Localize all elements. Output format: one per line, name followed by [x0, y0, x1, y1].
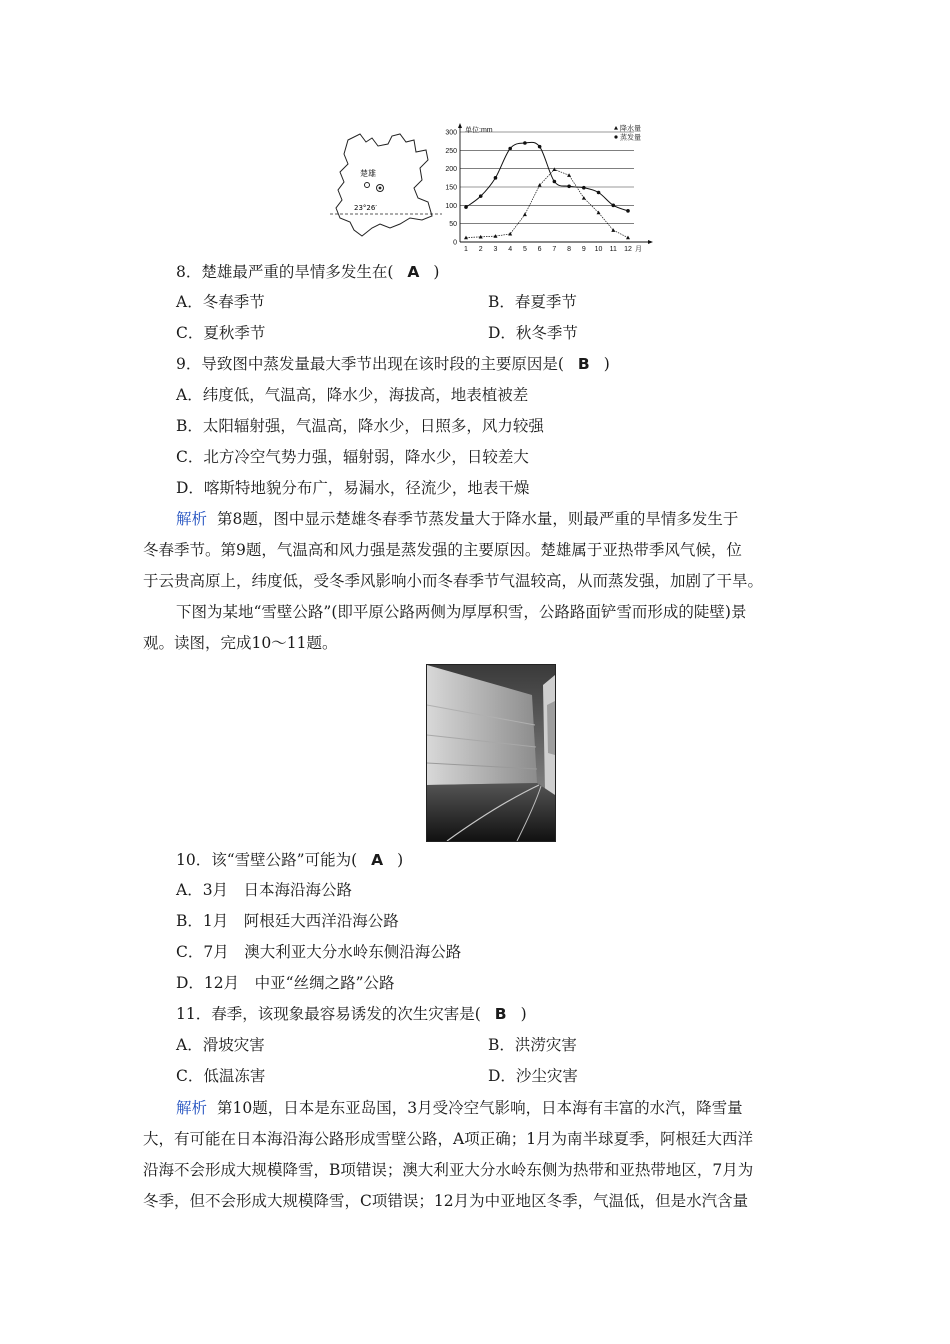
q11-option-a: A．滑坡灾害 [176, 1036, 265, 1054]
x-tick-label: 8 [567, 246, 572, 253]
evaporation-point [523, 141, 527, 145]
question-11 [176, 1004, 527, 1024]
y-tick-label: 150 [445, 184, 457, 192]
q8-option-d: D．秋冬季节 [488, 324, 578, 342]
y-tick-label: 300 [445, 129, 457, 137]
question-9-answer: B [577, 355, 590, 373]
y-tick-label: 250 [445, 147, 457, 155]
q11-option-b: B．洪涝灾害 [488, 1036, 577, 1054]
y-axis-arrow [458, 123, 462, 128]
x-tick-label: 7 [552, 246, 557, 253]
question-11-close: ) [520, 1005, 527, 1023]
question-9 [176, 354, 610, 374]
x-axis-unit: 月 [635, 246, 642, 253]
analysis-label: 解析 [176, 510, 208, 528]
q9-option-d: D．喀斯特地貌分布广，易漏水，径流少，地表干燥 [176, 479, 530, 497]
evaporation-point [597, 191, 601, 195]
question-11-answer: B [494, 1005, 507, 1023]
q10-option-a: A．3月 日本海沿海公路 [176, 881, 353, 899]
analysis-2-line-2: 大，有可能在日本海沿海公路形成雪壁公路，A项正确；1月为南半球夏季，阿根廷大西洋 [143, 1130, 754, 1148]
question-10-close: ) [397, 851, 404, 869]
climate-chart [438, 122, 660, 257]
evaporation-point [494, 176, 498, 180]
x-axis-arrow [648, 240, 653, 244]
x-tick-label: 4 [508, 246, 513, 253]
evaporation-point [553, 180, 557, 184]
y-tick-label: 50 [449, 221, 457, 229]
legend-triangle-icon [614, 126, 618, 130]
precipitation-point [597, 211, 601, 215]
x-tick-label: 11 [609, 246, 617, 253]
map-city-label: 楚雄 [360, 169, 376, 178]
q10-option-c: C．7月 澳大利亚大分水岭东侧沿海公路 [176, 943, 462, 961]
climate-figure [330, 122, 660, 257]
evaporation-point [479, 194, 483, 198]
question-8-close: ) [433, 263, 440, 281]
evaporation-point [626, 209, 630, 213]
yunnan-map [330, 128, 442, 248]
q11-option-d: D．沙尘灾害 [488, 1067, 578, 1085]
q8-option-a: A．冬春季节 [176, 293, 265, 311]
analysis-label: 解析 [176, 1099, 208, 1117]
x-tick-label: 6 [537, 246, 542, 253]
map-latitude-label: 23°26′ [354, 204, 377, 212]
precipitation-line [466, 169, 628, 237]
legend-label: 蒸发量 [620, 134, 641, 142]
q9-option-a: A．纬度低，气温高，降水少，海拔高，地表植被差 [176, 386, 529, 404]
question-10-answer: A [371, 851, 384, 869]
evaporation-point [582, 186, 586, 190]
y-axis-label: 单位:mm [465, 127, 493, 134]
question-8-answer: A [407, 263, 420, 281]
precipitation-point [523, 213, 527, 217]
question-9-text: 9．导致图中蒸发量最大季节出现在该时段的主要原因是( [176, 355, 564, 373]
analysis-1-line-1: 第8题，图中显示楚雄冬春季节蒸发量大于降水量，则最严重的旱情多发生于 [217, 510, 739, 528]
x-tick-label: 9 [581, 246, 586, 253]
question-8 [176, 262, 439, 282]
y-tick-label: 100 [445, 202, 457, 210]
x-tick-label: 12 [624, 246, 632, 253]
precipitation-point [626, 236, 630, 240]
question-11-text: 11．春季，该现象最容易诱发的次生灾害是( [176, 1005, 481, 1023]
y-tick-label: 200 [445, 166, 457, 174]
snow-wall-road-photo [426, 664, 556, 842]
analysis-2-line-4: 冬季，但不会形成大规模降雪，C项错误；12月为中亚地区冬季，气温低，但是水汽含量 [143, 1192, 749, 1210]
q10-option-d: D．12月 中亚“丝绸之路”公路 [176, 974, 395, 992]
intro-line-1: 下图为某地“雪壁公路”(即平原公路两侧为厚厚积雪，公路路面铲雪而形成的陡壁)景 [176, 603, 747, 621]
question-9-close: ) [603, 355, 610, 373]
question-8-text: 8．楚雄最严重的旱情多发生在( [176, 263, 394, 281]
question-10-text: 10．该“雪壁公路”可能为( [176, 851, 358, 869]
evaporation-point [567, 184, 571, 188]
legend-dot-icon [614, 135, 617, 138]
y-tick-label: 0 [453, 239, 457, 247]
precipitation-point [552, 167, 556, 171]
evaporation-point [611, 204, 615, 208]
analysis-2-line-3: 沿海不会形成大规模降雪，B项错误；澳大利亚大分水岭东侧为热带和亚热带地区，7月为 [143, 1161, 754, 1179]
q8-option-c: C．夏秋季节 [176, 324, 266, 342]
x-tick-label: 10 [594, 246, 603, 253]
intro-10-11 [143, 597, 808, 659]
q9-option-c: C．北方冷空气势力强，辐射弱，降水少，日较差大 [176, 448, 529, 466]
analysis-1-line-2: 冬春季节。第9题，气温高和风力强是蒸发强的主要原因。楚雄属于亚热带季风气候，位 [143, 541, 742, 559]
intro-line-2: 观。读图，完成10～11题。 [143, 634, 338, 652]
legend-label: 降水量 [620, 125, 641, 133]
precipitation-point [582, 196, 586, 200]
evaporation-point [538, 145, 542, 149]
analysis-2-line-1: 第10题，日本是东亚岛国，3月受冷空气影响，日本海有丰富的水汽，降雪量 [217, 1099, 743, 1117]
evaporation-point [464, 205, 468, 209]
q9-option-b: B．太阳辐射强，气温高，降水少，日照多，风力较强 [176, 417, 544, 435]
x-tick-label: 3 [493, 246, 498, 253]
analysis-8-9 [143, 504, 808, 597]
q10-option-b: B．1月 阿根廷大西洋沿海公路 [176, 912, 399, 930]
question-10 [176, 850, 403, 870]
evaporation-point [508, 147, 512, 151]
analysis-10-11 [143, 1093, 808, 1217]
x-tick-label: 2 [478, 246, 483, 253]
chuxiong-marker [365, 183, 370, 188]
q8-option-b: B．春夏季节 [488, 293, 577, 311]
x-tick-label: 1 [464, 246, 468, 253]
q11-option-c: C．低温冻害 [176, 1067, 266, 1085]
analysis-1-line-3: 于云贵高原上，纬度低，受冬季风影响小而冬春季节气温较高，从而蒸发强，加剧了干旱。 [143, 572, 764, 590]
evaporation-line [466, 142, 628, 211]
x-tick-label: 5 [522, 246, 527, 253]
